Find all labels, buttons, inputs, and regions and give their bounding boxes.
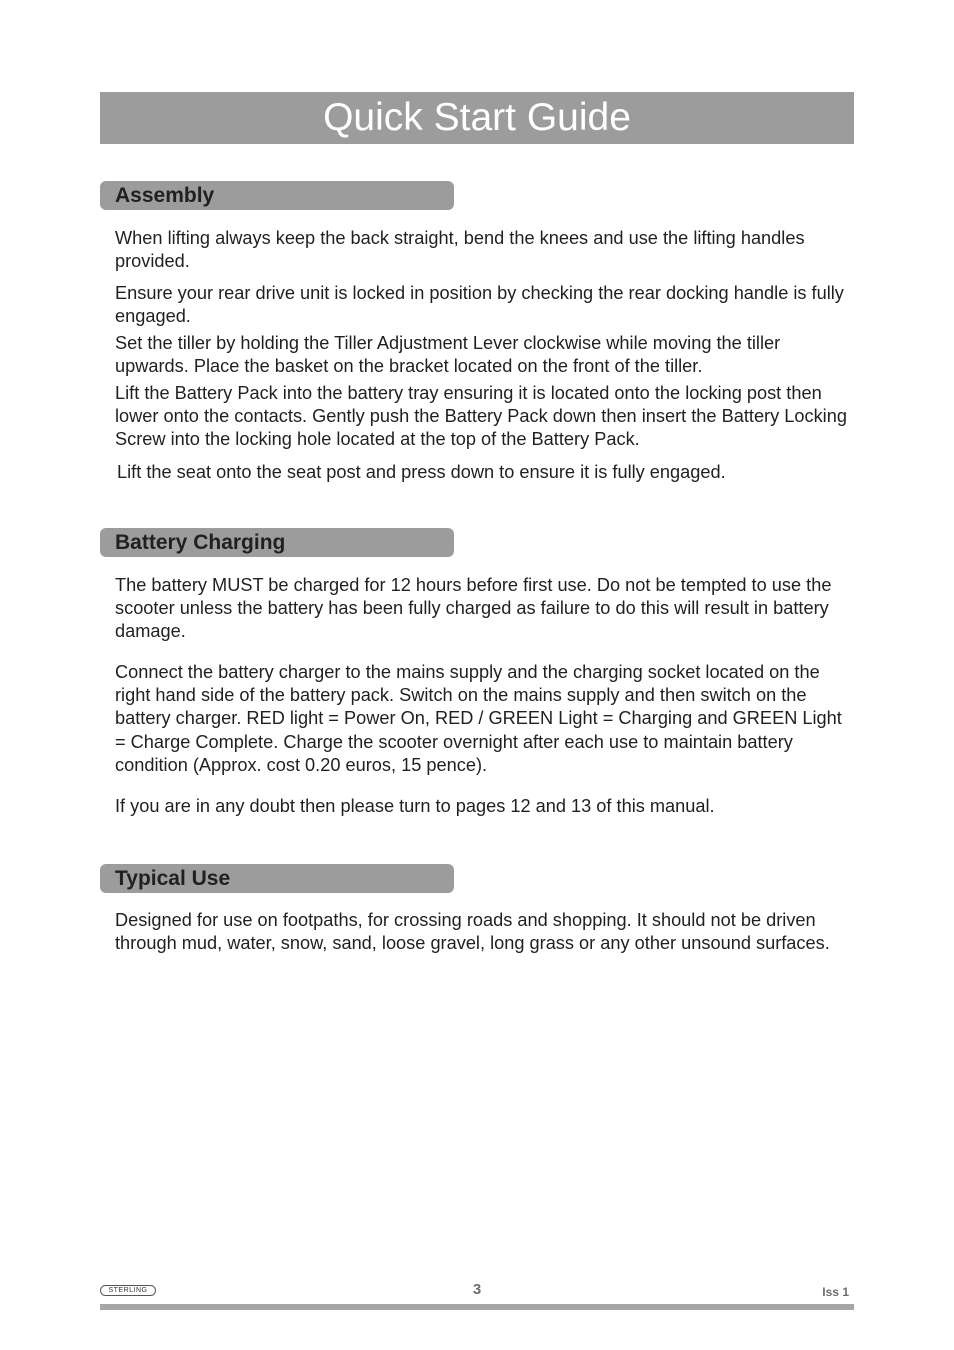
paragraph: The battery MUST be charged for 12 hours before first use. Do not be tempted to use the scooter unless the battery has been fully charged as failure to do this will result in battery damage.	[115, 575, 832, 642]
page-title: Quick Start Guide	[323, 96, 631, 139]
paragraph: Designed for use on footpaths, for crossing roads and shopping. It should not be driven through mud, water, snow, sand, loose gravel, long grass or any other unsound surfaces.	[115, 910, 830, 954]
section-heading: Assembly	[115, 184, 215, 207]
issue-label: Iss 1	[822, 1285, 849, 1299]
section-header-typical-use	[100, 864, 454, 893]
paragraph: If you are in any doubt then please turn to pages 12 and 13 of this manual.	[115, 796, 715, 816]
title-bar	[100, 92, 854, 144]
page-number: 3	[472, 1281, 482, 1298]
section-heading: Typical Use	[115, 867, 231, 890]
paragraph: Connect the battery charger to the mains supply and the charging socket located on the right hand side of the battery pack. Switch on the mains supply and then switch on the battery charger. RED light = Power On, RED / GREEN Light = Charging and GREEN Light = Charge Complete. Charge the scooter overnight after each use to maintain battery condition (Approx. cost 0.20 euros, 15 pence).	[115, 662, 842, 775]
footer-divider	[100, 1304, 854, 1310]
section-heading: Battery Charging	[115, 531, 286, 554]
section-header-assembly	[100, 181, 454, 210]
sterling-logo	[100, 1285, 156, 1296]
logo-text: STERLING	[108, 1287, 148, 1294]
paragraph: When lifting always keep the back straight, bend the knees and use the lifting handles provided.	[115, 228, 805, 272]
paragraph: Lift the seat onto the seat post and press down to ensure it is fully engaged.	[117, 462, 726, 482]
paragraph: Lift the Battery Pack into the battery tray ensuring it is located onto the locking post then lower onto the contacts. Gently push the Battery Pack down then insert the Battery Locking Screw into the locking hole located at the top of the Battery Pack.	[115, 383, 847, 450]
paragraph: Ensure your rear drive unit is locked in position by checking the rear docking handle is fully engaged.	[115, 283, 844, 327]
paragraph: Set the tiller by holding the Tiller Adjustment Lever clockwise while moving the tiller upwards. Place the basket on the bracket located on the front of the tiller.	[115, 333, 781, 377]
section-header-battery-charging	[100, 528, 454, 557]
